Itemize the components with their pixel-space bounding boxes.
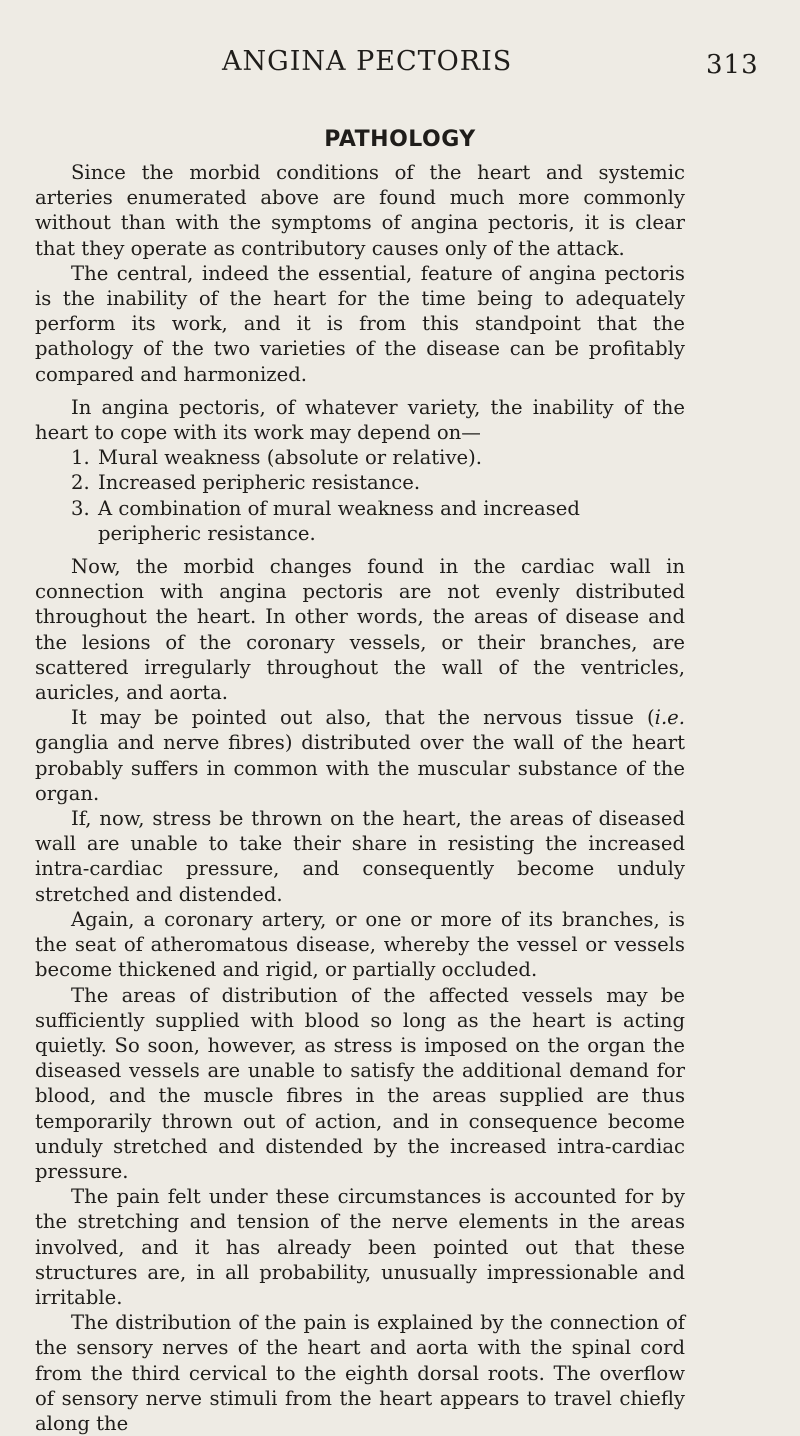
paragraph: If, now, stress be thrown on the heart, the areas of diseased wall are unable to take their share in resisting the increased intra-cardiac pressure, and consequently become unduly stretched and distended. [35,807,685,906]
list-item-number: 2. [71,471,90,495]
paragraph-text: It may be pointed out also, that the nervous tissue ( [71,706,655,730]
body-text [35,160,685,1436]
paragraph: The central, indeed the essential, feature of angina pectoris is the inability of the heart for the time being to adequately perform its work, and it is from this standpoint that the pathology of the two varieties of the disease can be profitably compared and harmonized. [35,261,685,386]
paragraph: Again, a coronary artery, or one or more of its branches, is the seat of atheromatous disease, whereby the vessel or vessels become thickened and rigid, or partially occluded. [35,907,685,982]
list-item [35,496,685,546]
abbreviation-italic: i.e. [654,706,685,730]
paragraph: Now, the morbid changes found in the cardiac wall in connection with angina pectoris are not evenly distributed throughout the heart. In other words, the areas of disease and the lesions of the coronary vessels, or their branches, are scattered irregularly throughout the wall of the ventricles, auricles, and aorta. [35,555,685,705]
list-item-text: A combination of mural weakness and increased peripheric resistance. [98,496,580,545]
page-number: 313 [706,50,759,80]
section-heading: PATHOLOGY [324,127,476,152]
paragraph [35,705,685,806]
numbered-list [35,445,685,546]
running-title: ANGINA PECTORIS [222,46,513,77]
paragraph-text: ganglia and nerve fibres) distributed over the wall of the heart probably suffers in common with the muscular substance of the organ. [35,731,685,805]
list-item-text: Mural weakness (absolute or relative). [98,446,482,470]
paragraph: The areas of distribution of the affected vessels may be sufficiently supplied with blood so long as the heart is acting quietly. So soon, however, as stress is imposed on the organ the diseased vessels are unable to satisfy the additional demand for blood, and the muscle fibres in the areas supplied are thus temporarily thrown out of action, and in consequence become unduly stretched and distended by the increased intra-cardiac pressure. [35,983,685,1183]
list-item-number: 1. [71,446,90,470]
list-item-number: 3. [71,496,90,520]
paragraph: The pain felt under these circumstances is accounted for by the stretching and tension of the nerve elements in the areas involved, and it has already been pointed out that these structures are, in all probability, unusually impressionable and irritable. [35,1185,685,1309]
paragraph: The distribution of the pain is explained by the connection of the sensory nerves of the heart and aorta with the spinal cord from the third cervical to the eighth dorsal roots. The overflow of sensory nerve stimuli from the heart appears to travel chiefly along the [35,1311,685,1435]
list-item [35,445,685,470]
list-item [35,470,685,495]
paragraph: Since the morbid conditions of the heart and systemic arteries enumerated above are found much more commonly without than with the symptoms of angina pectoris, it is clear that they operate as contributory causes only of the attack. [35,161,685,260]
list-item-text: Increased peripheric resistance. [98,471,421,495]
paragraph: In angina pectoris, of whatever variety, the inability of the heart to cope with its work may depend on— [35,395,685,445]
